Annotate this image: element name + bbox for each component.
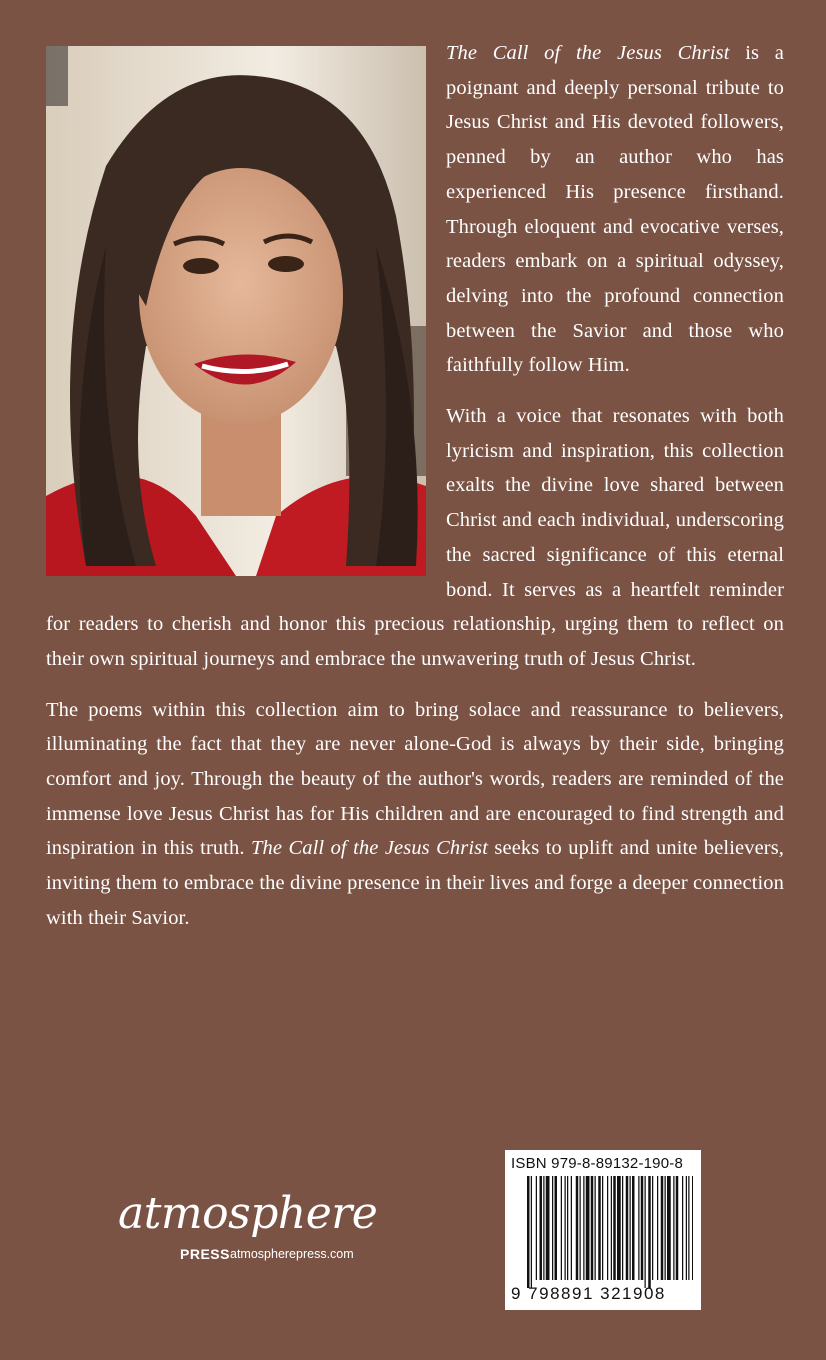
barcode-bar: [665, 1176, 666, 1280]
barcode-digits: 9 798891 321908: [511, 1284, 666, 1303]
barcode-bar: [622, 1176, 623, 1280]
barcode-bar: [591, 1176, 594, 1280]
barcode-bar: [546, 1176, 550, 1280]
barcode-bar: [661, 1176, 664, 1280]
barcode-bar: [657, 1176, 658, 1280]
publisher-logo-press: PRESS: [180, 1246, 230, 1262]
description-paragraph-3: [46, 693, 784, 936]
isbn-label: ISBN 979-8-89132-190-8: [511, 1155, 684, 1172]
publisher-logo: [118, 1188, 398, 1282]
barcode-bar: [692, 1176, 693, 1280]
barcode-bar: [613, 1176, 616, 1280]
barcode-bar: [686, 1176, 687, 1280]
barcode-bar: [580, 1176, 581, 1280]
barcode-bar: [536, 1176, 537, 1280]
barcode-bar: [617, 1176, 621, 1280]
barcode-bar: [626, 1176, 629, 1280]
photo-text-wrap-spacer: [46, 36, 446, 590]
barcode-bar: [531, 1176, 532, 1288]
barcode-bar: [682, 1176, 683, 1280]
barcode-bar: [645, 1176, 646, 1288]
book-description: [46, 36, 784, 952]
barcode-bar: [638, 1176, 639, 1280]
barcode-bars: [527, 1176, 693, 1288]
barcode-bar: [561, 1176, 562, 1280]
barcode-bar: [652, 1176, 653, 1280]
isbn-barcode: [505, 1150, 701, 1310]
book-title-italic: The Call of the Jesus Christ: [251, 837, 489, 860]
description-paragraph-2: With a voice that resonates with both lyricism and inspiration, this collection exalts the divine love shared between Christ and each individual, underscoring the sacred significance of this eternal bond. It serves as a heartfelt reminder for readers to cherish and honor this precious relationship, urging them to reflect on their own spiritual journeys and embrace the unwavering truth of Jesus Christ.: [46, 405, 784, 670]
barcode-bar: [673, 1176, 674, 1280]
barcode-bar: [555, 1176, 558, 1280]
barcode-bar: [611, 1176, 612, 1280]
barcode-bar: [630, 1176, 631, 1280]
barcode-bar: [676, 1176, 679, 1280]
paragraph-3-text-after: seeks to uplift and unite believers, inviting them to embrace the divine presence in their lives and forge a deeper connection with their Savior.: [46, 837, 784, 929]
barcode-bar: [586, 1176, 590, 1280]
barcode-bar: [595, 1176, 596, 1280]
barcode-bar: [527, 1176, 530, 1288]
paragraph-1-text: is a poignant and deeply personal tribute to Jesus Christ and His devoted followers, penned by an author who has experienced His presence firsthand. Through eloquent and evocative verses, readers embark on a spiritual odyssey, delving into the profound connection between the Savior and those who faithfully follow Him.: [446, 42, 784, 377]
barcode-bar: [648, 1176, 651, 1288]
barcode-bar: [598, 1176, 601, 1280]
barcode-bar: [540, 1176, 543, 1280]
barcode-bar: [571, 1176, 572, 1280]
publisher-logo-wordmark: atmosphere: [118, 1188, 378, 1239]
barcode-bar: [576, 1176, 579, 1280]
barcode-bar: [667, 1176, 671, 1280]
barcode-bar: [602, 1176, 603, 1280]
barcode-bar: [583, 1176, 584, 1280]
publisher-url: atmospherepress.com: [230, 1247, 354, 1261]
barcode-bar: [607, 1176, 608, 1280]
barcode-bar: [567, 1176, 568, 1280]
barcode-bar: [641, 1176, 644, 1280]
book-title-italic: The Call of the Jesus Christ: [446, 42, 730, 64]
barcode-bar: [688, 1176, 689, 1280]
barcode-bar: [565, 1176, 566, 1280]
barcode-bar: [543, 1176, 544, 1280]
barcode-bar: [632, 1176, 635, 1280]
paragraph-3-text: The poems within this collection aim to bring solace and reassurance to believers, illuminating the fact that they are never alone-God is always by their side, bringing comfort and joy. Through the beauty of the author's words, readers are reminded of the immense love Jesus Christ has for His children and are encouraged to find strength and inspiration in this truth.: [46, 698, 784, 860]
barcode-bar: [552, 1176, 553, 1280]
